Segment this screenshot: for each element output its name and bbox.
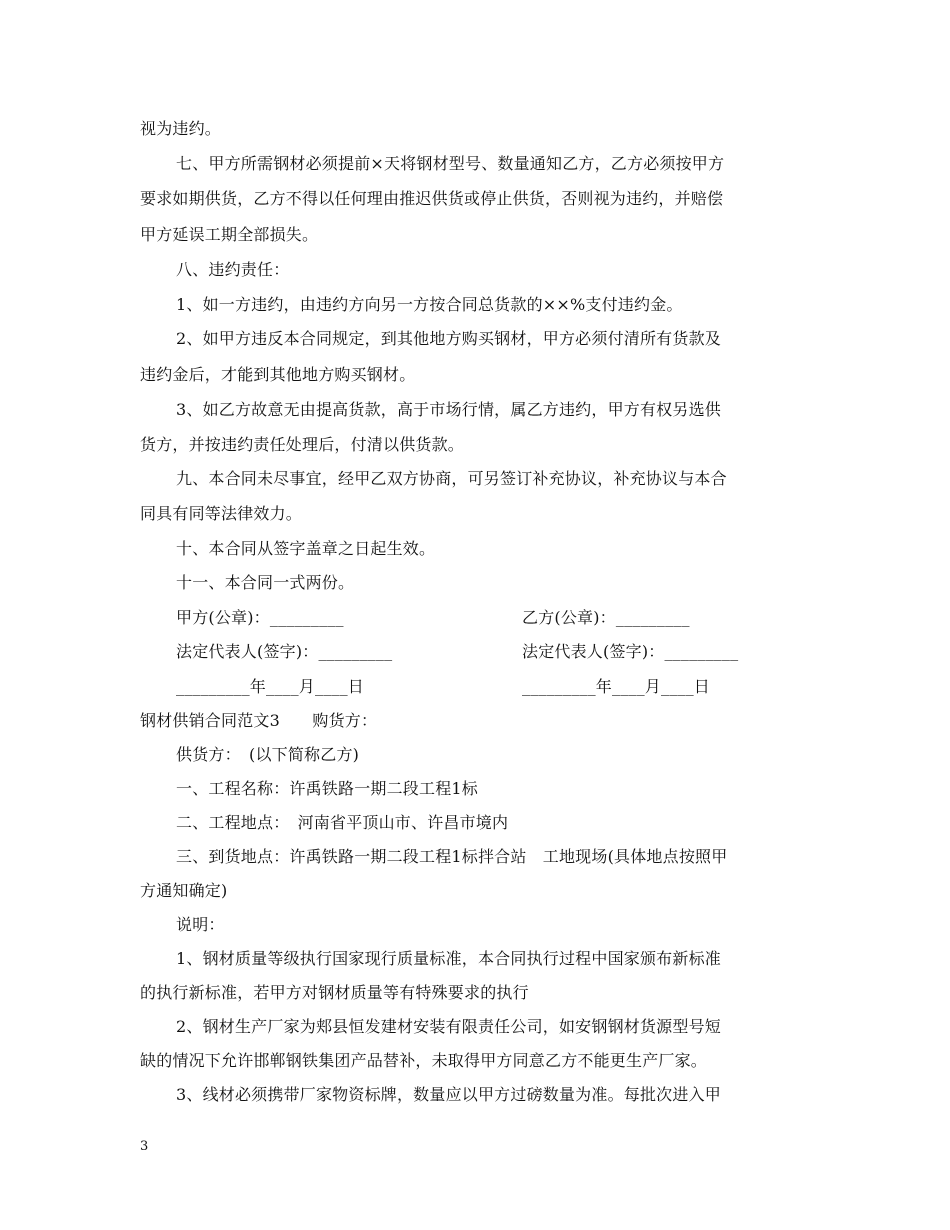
- signature-representative-b: 法定代表人(签字)：_________: [522, 642, 739, 661]
- text-line: 供货方： (以下简称乙方): [176, 745, 360, 764]
- text-line: 一、工程名称：许禹铁路一期二段工程1标: [176, 779, 478, 798]
- section-heading: 钢材供销合同范文3 购货方：: [140, 711, 378, 730]
- text-line: 2、钢材生产厂家为郏县恒发建材安装有限责任公司，如安钢钢材货源型号短: [176, 1017, 721, 1036]
- text-line: 货方，并按违约责任处理后，付清以供货款。: [140, 435, 465, 454]
- text-line: 视为违约。: [140, 119, 222, 138]
- text-line: 方通知确定): [140, 881, 228, 900]
- text-line: 3、线材必须携带厂家物资标牌，数量应以甲方过磅数量为准。每批次进入甲: [176, 1085, 721, 1104]
- signature-party-b: 乙方(公章)：_________: [522, 608, 690, 627]
- text-line: 的执行新标准，若甲方对钢材质量等有特殊要求的执行: [140, 983, 529, 1002]
- text-line: 2、如甲方违反本合同规定，到其他地方购买钢材，甲方必须付清所有货款及: [176, 329, 721, 348]
- text-line: 二、工程地点： 河南省平顶山市、许昌市境内: [176, 813, 509, 832]
- text-line: 十一、本合同一式两份。: [176, 573, 355, 592]
- signature-representative-a: 法定代表人(签字)：_________: [176, 642, 393, 661]
- text-line: 1、如一方违约，由违约方向另一方按合同总货款的××%支付违约金。: [176, 295, 683, 314]
- text-line: 八、违约责任：: [176, 260, 290, 279]
- text-line: 违约金后，才能到其他地方购买钢材。: [140, 365, 416, 384]
- text-line: 要求如期供货，乙方不得以任何理由推迟供货或停止供货，否则视为违约，并赔偿: [140, 189, 724, 208]
- text-line: 十、本合同从签字盖章之日起生效。: [176, 539, 436, 558]
- signature-date-a: _________年____月____日: [176, 677, 365, 696]
- text-line: 缺的情况下允许邯郸钢铁集团产品替补，未取得甲方同意乙方不能更生产厂家。: [140, 1051, 708, 1070]
- text-line: 说明：: [176, 915, 225, 934]
- page-number: 3: [140, 1139, 149, 1154]
- signature-date-b: _________年____月____日: [522, 677, 711, 696]
- text-line: 七、甲方所需钢材必须提前×天将钢材型号、数量通知乙方，乙方必须按甲方: [176, 154, 725, 173]
- text-line: 甲方延误工期全部损失。: [140, 225, 319, 244]
- text-line: 3、如乙方故意无由提高货款，高于市场行情，属乙方违约，甲方有权另选供: [176, 400, 721, 419]
- text-line: 九、本合同未尽事宜，经甲乙双方协商，可另签订补充协议，补充协议与本合: [176, 469, 727, 488]
- signature-party-a: 甲方(公章)：_________: [176, 608, 344, 627]
- text-line: 同具有同等法律效力。: [140, 504, 303, 523]
- text-line: 三、到货地点：许禹铁路一期二段工程1标拌合站 工地现场(具体地点按照甲: [176, 847, 728, 866]
- text-line: 1、钢材质量等级执行国家现行质量标准，本合同执行过程中国家颁布新标准: [176, 949, 721, 968]
